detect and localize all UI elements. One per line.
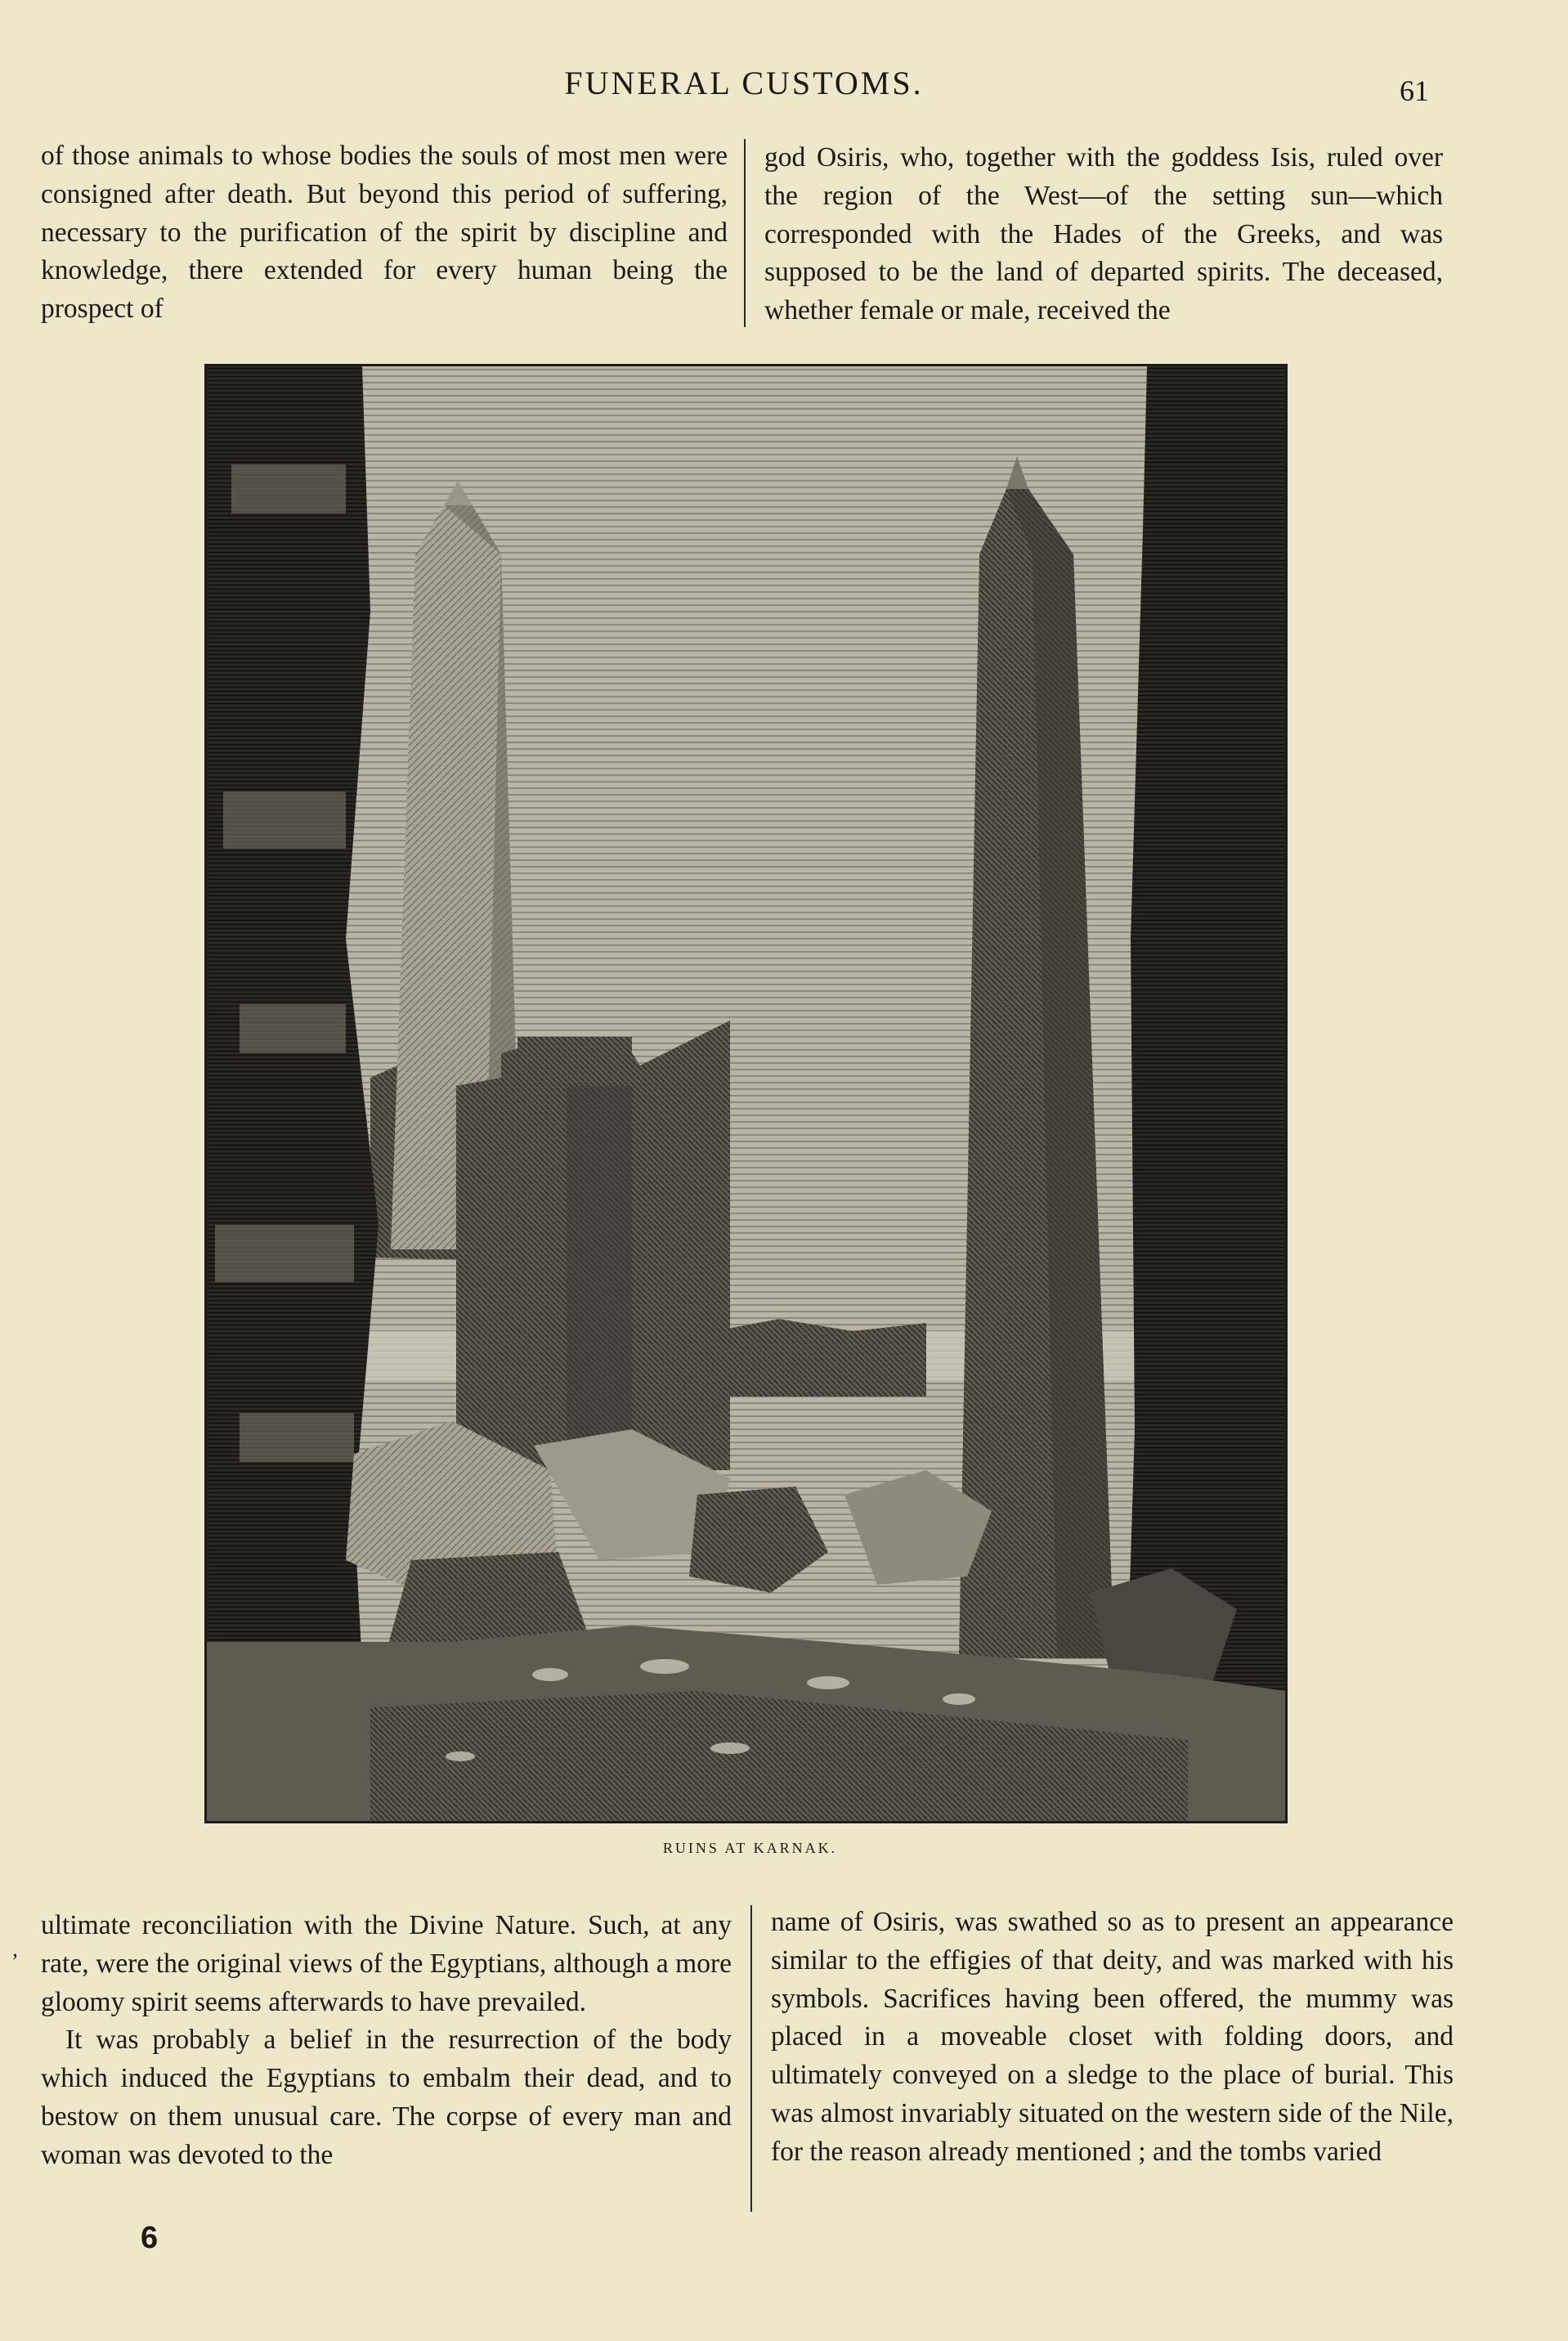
page-number: 61 <box>1400 74 1429 107</box>
column-rule-top <box>744 139 746 327</box>
signature-mark: 6 <box>141 2221 159 2255</box>
paragraph: god Osiris, who, together with the goddess Isis, ruled over the region of the West—of the setting sun—which corresponded with the Hades of the Greeks, and was supposed to be the land of departed spirits. The deceased, whether female or male, received the <box>764 142 1443 326</box>
column-top-left <box>41 137 728 329</box>
running-title: FUNERAL CUSTOMS. <box>564 65 924 101</box>
stray-ink-mark: ’ <box>11 1949 19 1973</box>
paragraph: of those animals to whose bodies the souls of most men were consigned after death. But beyond this period of suffering, necessary to the purification of the spirit by discipline and knowledge, there extended for every human being the prospect of <box>41 141 728 325</box>
paragraph: ultimate reconciliation with the Divine Nature. Such, at any rate, were the original views of the Egyptians, although a more gloomy spirit seems afterwards to have prevailed. <box>41 1910 732 2017</box>
column-bottom-right <box>771 1904 1454 2172</box>
column-top-right <box>764 139 1443 330</box>
column-bottom-left <box>41 1907 732 2175</box>
column-rule-bottom <box>750 1905 752 2212</box>
paragraph: It was probably a belief in the resurrection of the body which induced the Egyptians to embalm their dead, and to bestow on them unusual care. The corpse of every man and woman was devoted to the <box>41 2025 732 2170</box>
figure-caption: RUINS AT KARNAK. <box>662 1840 838 1856</box>
engraving-ruins-at-karnak <box>204 364 1288 1823</box>
running-head <box>0 64 1568 113</box>
paragraph: name of Osiris, was swathed so as to present an appearance similar to the effigies of that deity, and was marked with his symbols. Sacrifices having been offered, the mummy was placed in a moveable closet with folding doors, and ultimately conveyed on a sledge to the place of burial. This was almost invariably situated on the western side of the Nile, for the reason already mentioned ; and the tombs varied <box>771 1907 1454 2167</box>
